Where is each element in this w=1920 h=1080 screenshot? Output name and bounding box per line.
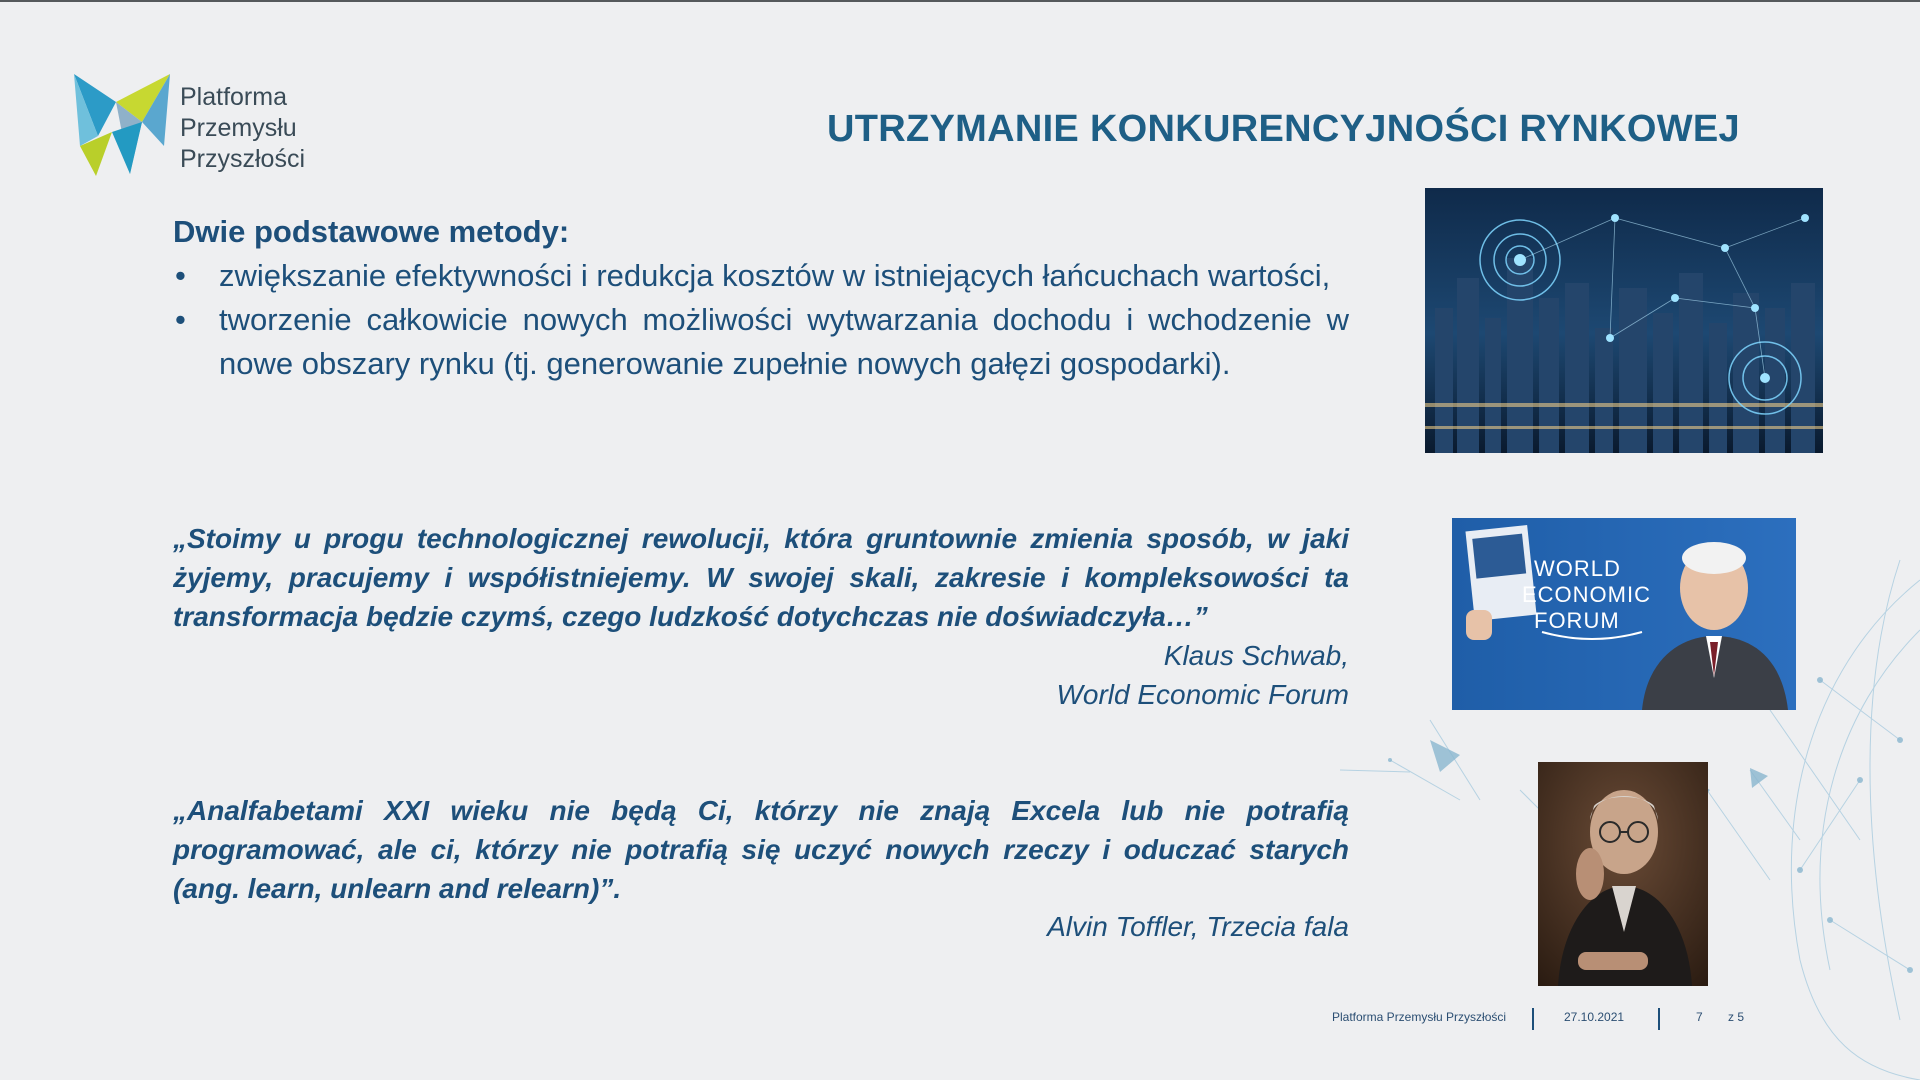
footer-date: 27.10.2021 (1564, 1010, 1625, 1024)
methods-heading: Dwie podstawowe metody: (173, 214, 570, 249)
bullet-dot-icon: • (175, 302, 186, 337)
methods-section (173, 214, 1349, 386)
list-item: • zwiększanie efektywności i redukcja kosztów w istniejących łańcuchach wartości, (173, 254, 1349, 298)
wef-banner-line-2: ECONOMIC (1522, 582, 1651, 607)
klaus-schwab-photo (1452, 518, 1796, 710)
platform-logo (72, 74, 322, 184)
footer-page: 7 (1696, 1010, 1703, 1024)
methods-list (173, 254, 1349, 386)
wef-banner-line-1: WORLD (1534, 556, 1621, 581)
footer-separator (1658, 1008, 1660, 1030)
schwab-attribution (900, 636, 1349, 714)
wef-banner-line-3: FORUM (1534, 608, 1620, 633)
alvin-toffler-photo (1538, 762, 1708, 986)
list-item: • tworzenie całkowicie nowych możliwości wytwarzania dochodu i wchodzenie w nowe obszary rynku (tj. generowanie zupełnie nowych gałęzi gospodarki). (173, 298, 1349, 386)
schwab-author: Klaus Schwab, (1163, 640, 1349, 671)
logo-line-2: Przemysłu (180, 114, 297, 142)
slide-title: UTRZYMANIE KONKURENCYJNOŚCI RYNKOWEJ (826, 108, 1740, 150)
toffler-attribution: Alvin Toffler, Trzecia fala (1047, 911, 1349, 942)
schwab-source: World Economic Forum (1056, 679, 1349, 710)
top-border (0, 0, 1920, 2)
logo-line-3: Przyszłości (180, 145, 306, 173)
footer-org: Platforma Przemysłu Przyszłości (1332, 1010, 1507, 1024)
footer-separator (1532, 1008, 1534, 1030)
logo-line-1: Platforma (180, 83, 287, 111)
footer-page-total: z 5 (1728, 1010, 1745, 1024)
bullet-dot-icon: • (175, 258, 186, 293)
smart-city-image (1425, 188, 1823, 453)
schwab-quote: „Stoimy u progu technologicznej rewolucji, która gruntownie zmienia sposób, w jaki żyjemy, pracujemy i współistniejemy. W swojej skali, zakresie i kompleksowości ta transformacja będzie czymś, czego ludzkość dotychczas nie doświadczyła…” (173, 523, 1349, 632)
toffler-quote: „Analfabetami XXI wieku nie będą Ci, którzy nie znają Excela lub nie potrafią programować, ale ci, którzy nie potrafią się uczyć nowych rzeczy i oduczać starych (ang. learn, unlearn and relearn)”. (173, 795, 1349, 904)
slide-footer (1290, 1010, 1790, 1032)
butterfly-logo-icon (72, 74, 172, 179)
